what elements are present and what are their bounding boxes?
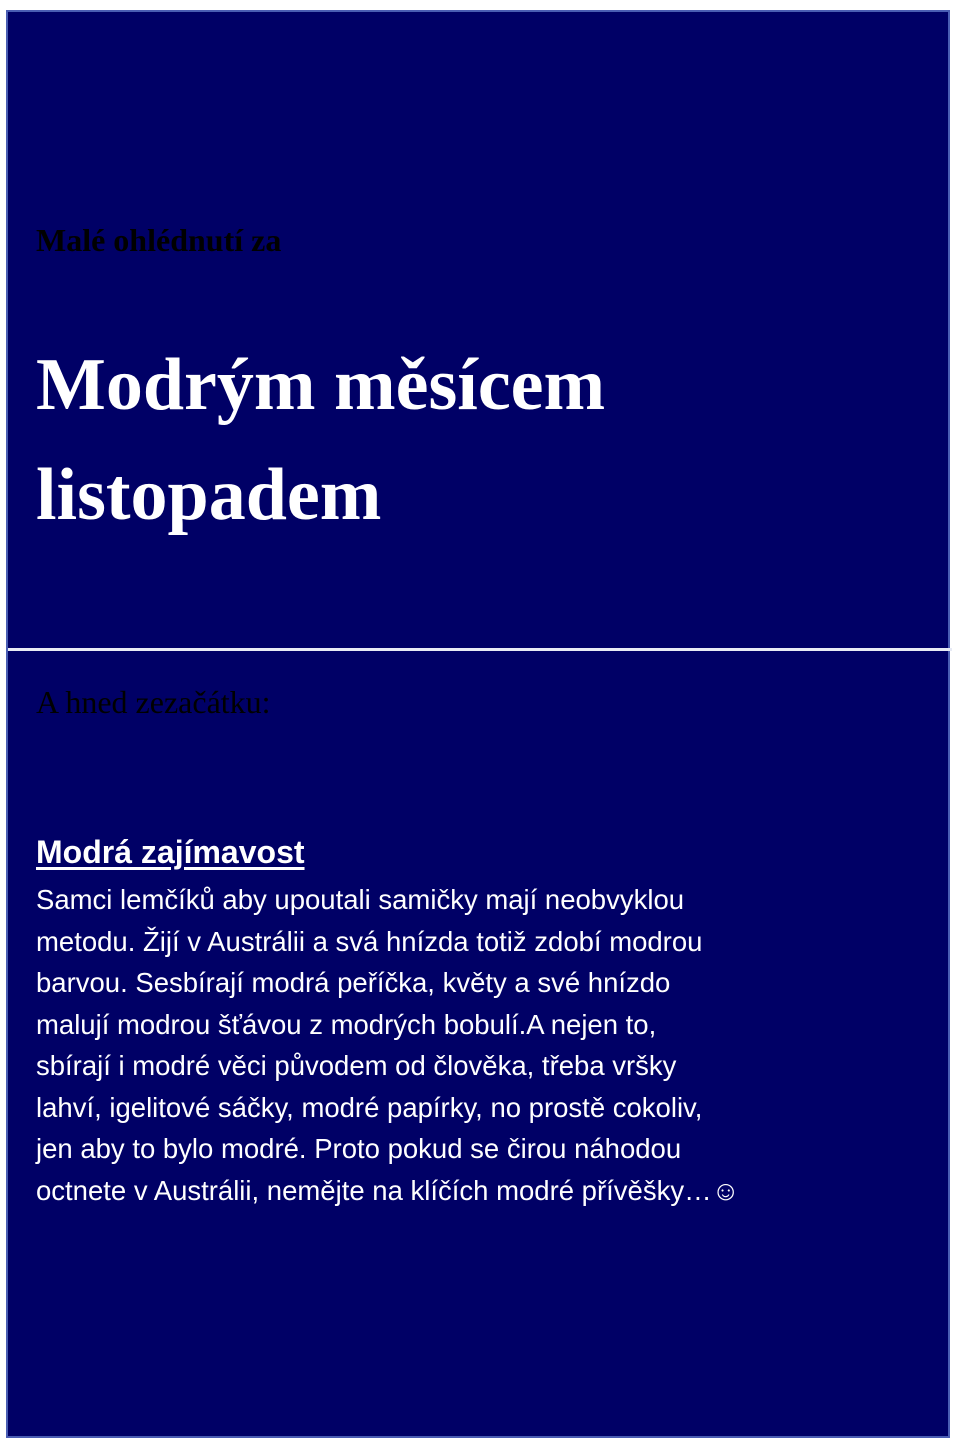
page-frame: [6, 10, 950, 1438]
page-title: [36, 330, 605, 550]
intro-text: A hned zezačátku:: [36, 684, 271, 720]
section-divider: [8, 648, 952, 651]
article-body: [36, 879, 946, 1211]
article-line: malují modrou šťávou z modrých bobulí.A nejen to,: [36, 1008, 657, 1040]
article-line: barvou. Sesbírají modrá peříčka, květy a své hnízdo: [36, 967, 671, 998]
section-heading: Modrá zajímavost: [36, 834, 305, 870]
title-line-2: listopadem: [36, 454, 382, 536]
article-line: sbírají i modré věci původem od člověka, třeba vršky: [36, 1050, 677, 1081]
article-line: metodu. Žijí v Austrálii a svá hnízda totiž zdobí modrou: [36, 925, 703, 957]
article-line: Samci lemčíků aby upoutali samičky mají neobvyklou: [36, 884, 685, 915]
title-line-1: Modrým měsícem: [36, 344, 606, 426]
article-line: octnete v Austrálii, nemějte na klíčích modré přívěšky…☺: [36, 1174, 740, 1206]
article-line: jen aby to bylo modré. Proto pokud se čirou náhodou: [36, 1133, 682, 1164]
kicker-text: Malé ohlédnutí za: [36, 222, 282, 258]
article-line: lahví, igelitové sáčky, modré papírky, no prostě cokoliv,: [36, 1091, 703, 1123]
